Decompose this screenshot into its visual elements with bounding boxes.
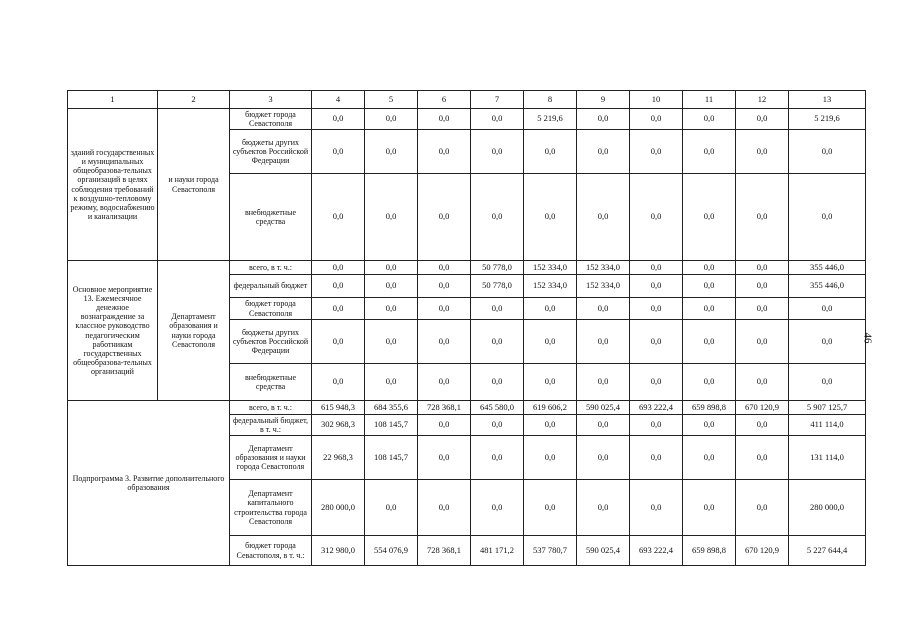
value-cell: 0,0: [789, 320, 866, 364]
value-cell: 0,0: [524, 130, 577, 174]
value-cell: 590 025,4: [577, 536, 630, 566]
value-cell: 0,0: [683, 364, 736, 401]
value-cell: 5 219,6: [789, 109, 866, 130]
value-cell: 0,0: [471, 480, 524, 536]
value-cell: 355 446,0: [789, 275, 866, 298]
value-cell: 0,0: [736, 436, 789, 480]
value-cell: 670 120,9: [736, 401, 789, 415]
value-cell: 0,0: [683, 109, 736, 130]
value-cell: 0,0: [312, 174, 365, 261]
value-cell: 0,0: [630, 109, 683, 130]
value-cell: 0,0: [365, 174, 418, 261]
value-cell: 0,0: [736, 415, 789, 436]
value-cell: 0,0: [365, 261, 418, 275]
value-cell: 0,0: [471, 436, 524, 480]
column-header: 3: [230, 91, 312, 109]
column-header: 5: [365, 91, 418, 109]
value-cell: 0,0: [312, 298, 365, 320]
funding-source-cell: всего, в т. ч.:: [230, 261, 312, 275]
page-number: 46: [861, 332, 874, 344]
column-header: 9: [577, 91, 630, 109]
value-cell: 619 606,2: [524, 401, 577, 415]
value-cell: 0,0: [365, 275, 418, 298]
value-cell: 0,0: [418, 261, 471, 275]
value-cell: 670 120,9: [736, 536, 789, 566]
column-header: 13: [789, 91, 866, 109]
value-cell: 0,0: [736, 480, 789, 536]
value-cell: 0,0: [577, 436, 630, 480]
funding-source-cell: внебюджетные средства: [230, 364, 312, 401]
value-cell: 0,0: [683, 436, 736, 480]
value-cell: 152 334,0: [524, 275, 577, 298]
value-cell: 693 222,4: [630, 536, 683, 566]
value-cell: 0,0: [312, 130, 365, 174]
column-header: 1: [68, 91, 158, 109]
column-header: 6: [418, 91, 471, 109]
column-header: 7: [471, 91, 524, 109]
table-row: [68, 109, 866, 130]
value-cell: 0,0: [524, 320, 577, 364]
executor-cell: Департамент образования и науки города Севастополя: [158, 261, 230, 401]
value-cell: 0,0: [471, 320, 524, 364]
subprogram-title-cell: Подпрограмма 3. Развитие дополнительного образования: [68, 401, 230, 566]
funding-source-cell: всего, в т. ч.:: [230, 401, 312, 415]
executor-cell: и науки города Севастополя: [158, 109, 230, 261]
value-cell: 0,0: [418, 109, 471, 130]
value-cell: 0,0: [630, 261, 683, 275]
value-cell: 0,0: [418, 275, 471, 298]
column-header: 8: [524, 91, 577, 109]
value-cell: 302 968,3: [312, 415, 365, 436]
funding-source-cell: федеральный бюджет: [230, 275, 312, 298]
column-number-row: [68, 91, 866, 109]
value-cell: 0,0: [789, 298, 866, 320]
value-cell: 0,0: [418, 436, 471, 480]
value-cell: 0,0: [471, 415, 524, 436]
value-cell: 0,0: [789, 364, 866, 401]
activity-cell: Основное мероприятие 13. Ежемесячное денежное вознаграждение за классное руководство педагогическим работникам государственных общеобразова-тельных организаций: [68, 261, 158, 401]
value-cell: 152 334,0: [577, 261, 630, 275]
value-cell: 693 222,4: [630, 401, 683, 415]
value-cell: 0,0: [683, 480, 736, 536]
column-header: 4: [312, 91, 365, 109]
value-cell: 0,0: [471, 298, 524, 320]
column-header: 2: [158, 91, 230, 109]
activity-cell: зданий государственных и муниципальных общеобразова-тельных организаций в целях соблюдения требований к воздушно-тепловому режиму, водоснабжению и канализации: [68, 109, 158, 261]
value-cell: 0,0: [736, 364, 789, 401]
funding-source-cell: бюджет города Севастополя: [230, 298, 312, 320]
value-cell: 684 355,6: [365, 401, 418, 415]
funding-source-cell: Департамент капитального строительства города Севастополя: [230, 480, 312, 536]
value-cell: 0,0: [789, 130, 866, 174]
value-cell: 659 898,8: [683, 401, 736, 415]
value-cell: 0,0: [577, 130, 630, 174]
funding-source-cell: бюджет города Севастополя, в т. ч.:: [230, 536, 312, 566]
value-cell: 0,0: [312, 275, 365, 298]
value-cell: 108 145,7: [365, 436, 418, 480]
value-cell: 22 968,3: [312, 436, 365, 480]
value-cell: 0,0: [577, 415, 630, 436]
value-cell: 280 000,0: [789, 480, 866, 536]
value-cell: 5 227 644,4: [789, 536, 866, 566]
value-cell: 0,0: [418, 174, 471, 261]
value-cell: 0,0: [524, 364, 577, 401]
value-cell: 0,0: [418, 320, 471, 364]
value-cell: 0,0: [577, 364, 630, 401]
value-cell: 0,0: [312, 364, 365, 401]
column-header: 12: [736, 91, 789, 109]
value-cell: 0,0: [577, 298, 630, 320]
table-row: [68, 261, 866, 275]
value-cell: 108 145,7: [365, 415, 418, 436]
value-cell: 728 368,1: [418, 401, 471, 415]
value-cell: 5 907 125,7: [789, 401, 866, 415]
value-cell: 0,0: [524, 480, 577, 536]
value-cell: 0,0: [736, 261, 789, 275]
value-cell: 0,0: [630, 480, 683, 536]
value-cell: 0,0: [418, 298, 471, 320]
value-cell: 0,0: [683, 130, 736, 174]
value-cell: 0,0: [365, 364, 418, 401]
value-cell: 0,0: [365, 320, 418, 364]
value-cell: 0,0: [577, 109, 630, 130]
value-cell: 355 446,0: [789, 261, 866, 275]
value-cell: 0,0: [577, 320, 630, 364]
value-cell: 0,0: [630, 174, 683, 261]
value-cell: 0,0: [365, 130, 418, 174]
funding-source-cell: бюджет города Севастополя: [230, 109, 312, 130]
funding-source-cell: Департамент образования и науки города Севастополя: [230, 436, 312, 480]
value-cell: 0,0: [630, 320, 683, 364]
value-cell: 0,0: [630, 275, 683, 298]
value-cell: 0,0: [418, 415, 471, 436]
value-cell: 659 898,8: [683, 536, 736, 566]
value-cell: 0,0: [524, 415, 577, 436]
value-cell: 537 780,7: [524, 536, 577, 566]
value-cell: 50 778,0: [471, 275, 524, 298]
value-cell: 0,0: [683, 415, 736, 436]
value-cell: 728 368,1: [418, 536, 471, 566]
value-cell: 0,0: [630, 415, 683, 436]
value-cell: 0,0: [524, 298, 577, 320]
value-cell: 0,0: [683, 320, 736, 364]
value-cell: 131 114,0: [789, 436, 866, 480]
value-cell: 152 334,0: [524, 261, 577, 275]
value-cell: 0,0: [630, 436, 683, 480]
value-cell: 0,0: [524, 436, 577, 480]
column-header: 10: [630, 91, 683, 109]
value-cell: 0,0: [736, 275, 789, 298]
value-cell: 0,0: [312, 320, 365, 364]
value-cell: 0,0: [471, 364, 524, 401]
value-cell: 0,0: [630, 130, 683, 174]
value-cell: 0,0: [418, 364, 471, 401]
value-cell: 0,0: [683, 298, 736, 320]
funding-source-cell: бюджеты других субъектов Российской Федерации: [230, 320, 312, 364]
value-cell: 0,0: [630, 364, 683, 401]
value-cell: 0,0: [471, 174, 524, 261]
value-cell: 0,0: [736, 320, 789, 364]
table-row: [68, 401, 866, 415]
funding-source-cell: внебюджетные средства: [230, 174, 312, 261]
value-cell: 0,0: [683, 174, 736, 261]
value-cell: 0,0: [471, 130, 524, 174]
value-cell: 411 114,0: [789, 415, 866, 436]
value-cell: 0,0: [577, 174, 630, 261]
value-cell: 645 580,0: [471, 401, 524, 415]
value-cell: 50 778,0: [471, 261, 524, 275]
value-cell: 590 025,4: [577, 401, 630, 415]
value-cell: 0,0: [524, 174, 577, 261]
value-cell: 0,0: [312, 261, 365, 275]
value-cell: 0,0: [365, 109, 418, 130]
value-cell: 0,0: [577, 480, 630, 536]
value-cell: 0,0: [683, 275, 736, 298]
budget-table: [67, 90, 866, 566]
value-cell: 0,0: [789, 174, 866, 261]
value-cell: 280 000,0: [312, 480, 365, 536]
value-cell: 554 076,9: [365, 536, 418, 566]
value-cell: 312 980,0: [312, 536, 365, 566]
funding-source-cell: федеральный бюджет, в т. ч.:: [230, 415, 312, 436]
value-cell: 0,0: [365, 298, 418, 320]
value-cell: 0,0: [736, 130, 789, 174]
value-cell: 615 948,3: [312, 401, 365, 415]
value-cell: 152 334,0: [577, 275, 630, 298]
value-cell: 0,0: [683, 261, 736, 275]
value-cell: 481 171,2: [471, 536, 524, 566]
value-cell: 0,0: [471, 109, 524, 130]
value-cell: 5 219,6: [524, 109, 577, 130]
value-cell: 0,0: [736, 109, 789, 130]
value-cell: 0,0: [312, 109, 365, 130]
value-cell: 0,0: [365, 480, 418, 536]
funding-source-cell: бюджеты других субъектов Российской Федерации: [230, 130, 312, 174]
value-cell: 0,0: [736, 174, 789, 261]
value-cell: 0,0: [630, 298, 683, 320]
value-cell: 0,0: [736, 298, 789, 320]
column-header: 11: [683, 91, 736, 109]
value-cell: 0,0: [418, 130, 471, 174]
value-cell: 0,0: [418, 480, 471, 536]
